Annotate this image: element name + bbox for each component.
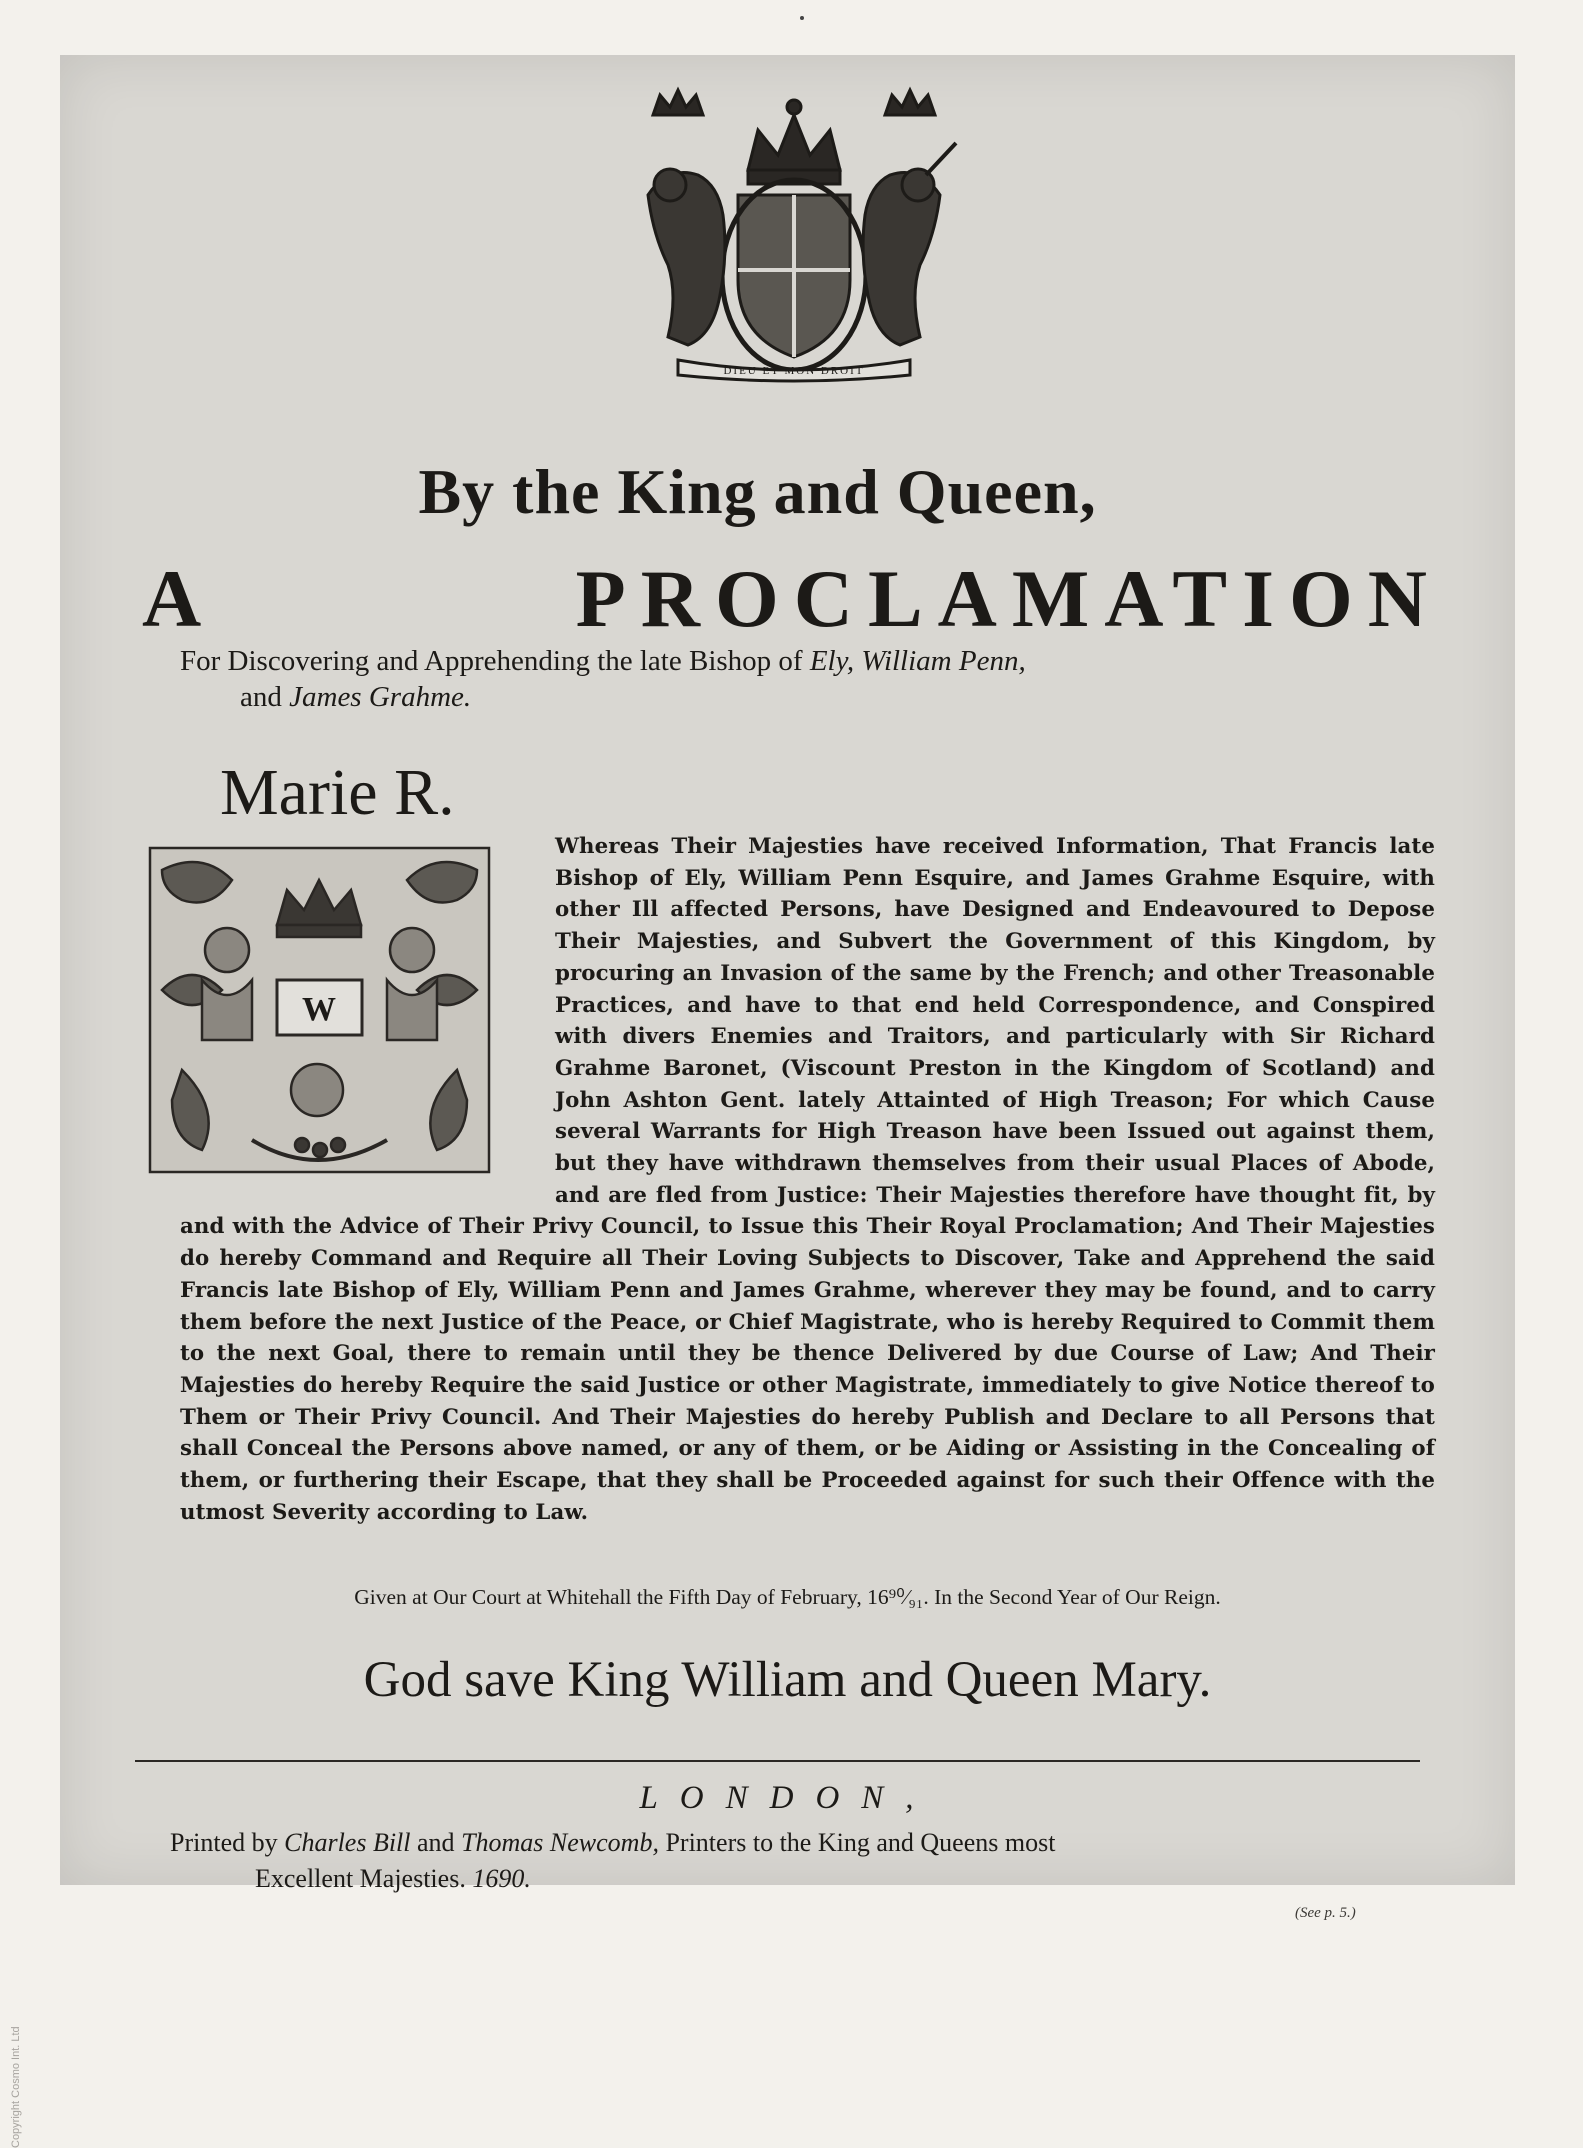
proclamation-subtitle: For Discovering and Apprehending the late Bishop of Ely, William Penn, and James Grahme. — [180, 645, 1026, 713]
given-at-court-line: Given at Our Court at Whitehall the Fifth Day of February, 16⁹⁰⁄₉₁. In the Second Year of Our Reign. — [354, 1585, 1221, 1609]
royal-salutation: Marie R. — [220, 756, 455, 829]
title-by-the-king-and-queen: By the King and Queen, — [418, 456, 1097, 527]
proclamation-sheet — [60, 55, 1515, 1893]
crest-motto: DIEU ET MON DROIT — [723, 365, 865, 377]
title-a-proclamation: A PROCLAMATION — [142, 553, 1442, 644]
printer-imprint: Printed by Charles Bill and Thomas Newcomb, Printers to the King and Queens most Excellent Majesties. 1690. — [170, 1828, 1056, 1893]
svg-text:W: W — [302, 991, 336, 1028]
proclamation-body: Whereas Their Majesties have received Information, That Francis late Bishop of Ely, William Penn Esquire, and James Grahme Esquire, with other Ill affected Persons, have Designed and Endeavoured to Depose Their Majesties, and Subvert the Government of this Kingdom, by procuring an Invasion of the same by the French; and other Treasonable Practices, and have to that end held Correspondence, and Conspired with divers Enemies and Traitors, and particularly with Sir Richard Grahme Baronet, (Viscount Preston in the Kingdom of Scotland) and John Ashton Gent. lately Attainted of High Treason; For which Cause several Warrants for High Treason have been Issued out against them, but they have withdrawn themselves from their usual Places of Abode, and are fled from Justice: Their Majesties therefore have thought fit, by and with the Advice of Their Privy Council, to Issue this Their Royal Proclamation; And Their Majesties do hereby Command and Require all Their Loving Subjects to Discover, Take and Apprehend the said Francis late Bishop of Ely, William Penn and James Grahme, wherever they may be found, and to carry them before the next Justice of the Peace, or Chief Magistrate, who is hereby Required to Commit them to the next Goal, there to remain until they be thence Delivered by due Course of Law; And Their Majesties do hereby Require the said Justice or other Magistrate, immediately to give Notice thereof to Them or Their Privy Council. And Their Majesties do hereby Publish and Declare to all Persons that shall Conceal the Persons above named, or any of them, or be Aiding or Assisting in the Concealing of them, or furthering their Escape, that they shall be Proceeded against for such their Offence with the utmost Severity according to Law. — [180, 834, 1435, 1525]
paper-speck — [800, 16, 804, 20]
god-save-the-king-and-queen: God save King William and Queen Mary. — [363, 1652, 1212, 1708]
copyright-watermark: Copyright Cosmo Int. Ltd — [10, 2026, 22, 2148]
imprint-divider — [135, 1760, 1420, 1762]
royal-coat-of-arms — [608, 75, 980, 385]
imprint-city: LONDON, — [639, 1780, 936, 1816]
page-reference-note: (See p. 5.) — [1295, 1905, 1356, 1921]
